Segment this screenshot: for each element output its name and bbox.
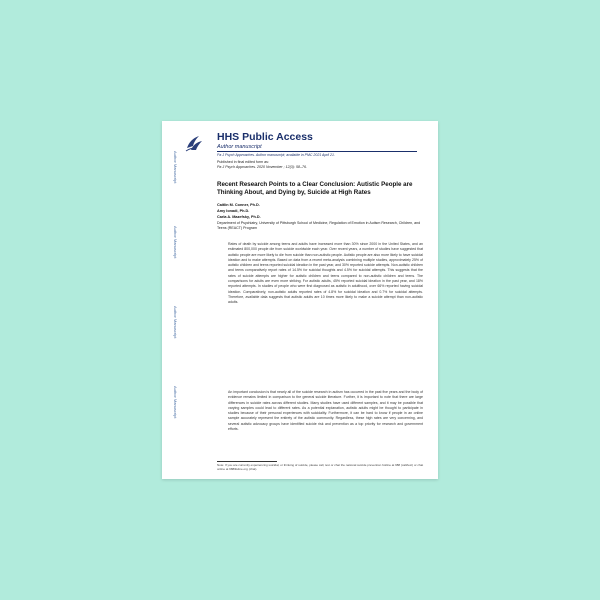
author-name: Caitlin M. Conner, Ph.D.	[217, 203, 260, 207]
body-paragraph: Rates of death by suicide among teens and adults have increased more than 30% since 2000 in the United States, and an estimated 800,000 people die from suicide worldwide each year. Over recent years, a number of studies have suggested that autistic people are more likely to die from suicide than non-autistic people. Autistic people are also more likely to have suicidal ideation and to make attempts. Based on data from a recent meta-analysis combining multiple studies, approximately 25% of autistic children and teens reported suicidal ideation in the past year, and 30% reported suicide attempts. Non-autistic children and teens comparatively report rates of 14.5% for suicidal thoughts and 4.5% for suicidal attempts. This suggests that the rates of suicide attempts are higher for autistic children and teens compared to non-autistic children and teens. The comparisons for adults are even more striking. For autistic adults, 45% reported suicidal ideation in the past year, and 18% reported attempts. In studies of people who were first diagnosed as autistic in adulthood, over 66% reported having suicidal ideation. Comparatively, non-autistic adults reported rates of 4.8% for suicidal ideation and 0.7% for suicidal attempts. Therefore, available data suggests that autistic adults are 10 times more likely to make a suicide attempt than non-autistic adults.	[228, 242, 423, 305]
hhs-logo-icon	[183, 132, 205, 154]
footnote-divider	[217, 461, 277, 462]
author-name: Amy Ionadi, Ph.D.	[217, 209, 250, 213]
manuscript-citation: Pa J Psych Approaches. Author manuscript; available in PMC 2021 April 21.	[217, 153, 335, 157]
author-name: Carla A. Mazefsky, Ph.D.	[217, 215, 261, 219]
article-title: Recent Research Points to a Clear Conclusion: Autistic People are Thinking About, and Dying by, Suicide at High Rates	[217, 181, 413, 196]
author-affiliation: Department of Psychiatry, University of Pittsburgh School of Medicine, Regulation of Emotion in Autism Research, Children, and Teens (REACT) Program	[217, 221, 421, 230]
published-in-label: Published in final edited form as:	[217, 160, 269, 164]
side-label-author-manuscript: Author Manuscript	[173, 151, 178, 184]
side-label-author-manuscript: Author Manuscript	[173, 386, 178, 419]
body-paragraph: An important conclusion is that nearly all of the suicide research in autism has occurred in the past five years and the body of evidence remains limited in comparison to the general suicide literature. Further, it is important to note that there are large differences in suicide rates across different studies. Many studies have used different samples, and it may be possible that varying samples could lead to different rates. As a potential explanation, autistic adults might be thought to participate in studies because of their personal experiences with suicidality. Furthermore, it can be hard to know if people in an online sample accurately represent the entirety of the autistic community. Regardless, these high rates are very concerning, and several autistic advocacy groups have identified suicide risk and prevention as a top priority for research and government efforts.	[228, 390, 423, 432]
journal-reference: Pa J Psych Approaches. 2020 November ; 12(3): 58–76.	[217, 165, 307, 169]
side-label-author-manuscript: Author Manuscript	[173, 306, 178, 339]
footnote: Note: If you are currently experiencing suicidal, or thinking of suicide, please call, text or chat the national suicide prevention hotline at 988 (call/text) or chat online at 988lifeline.org (chat).	[217, 463, 424, 472]
side-label-author-manuscript: Author Manuscript	[173, 226, 178, 259]
document-page	[162, 121, 438, 479]
header-divider	[217, 151, 417, 152]
hhs-public-access-title: HHS Public Access	[217, 131, 313, 143]
author-manuscript-subtitle: Author manuscript	[217, 144, 262, 150]
